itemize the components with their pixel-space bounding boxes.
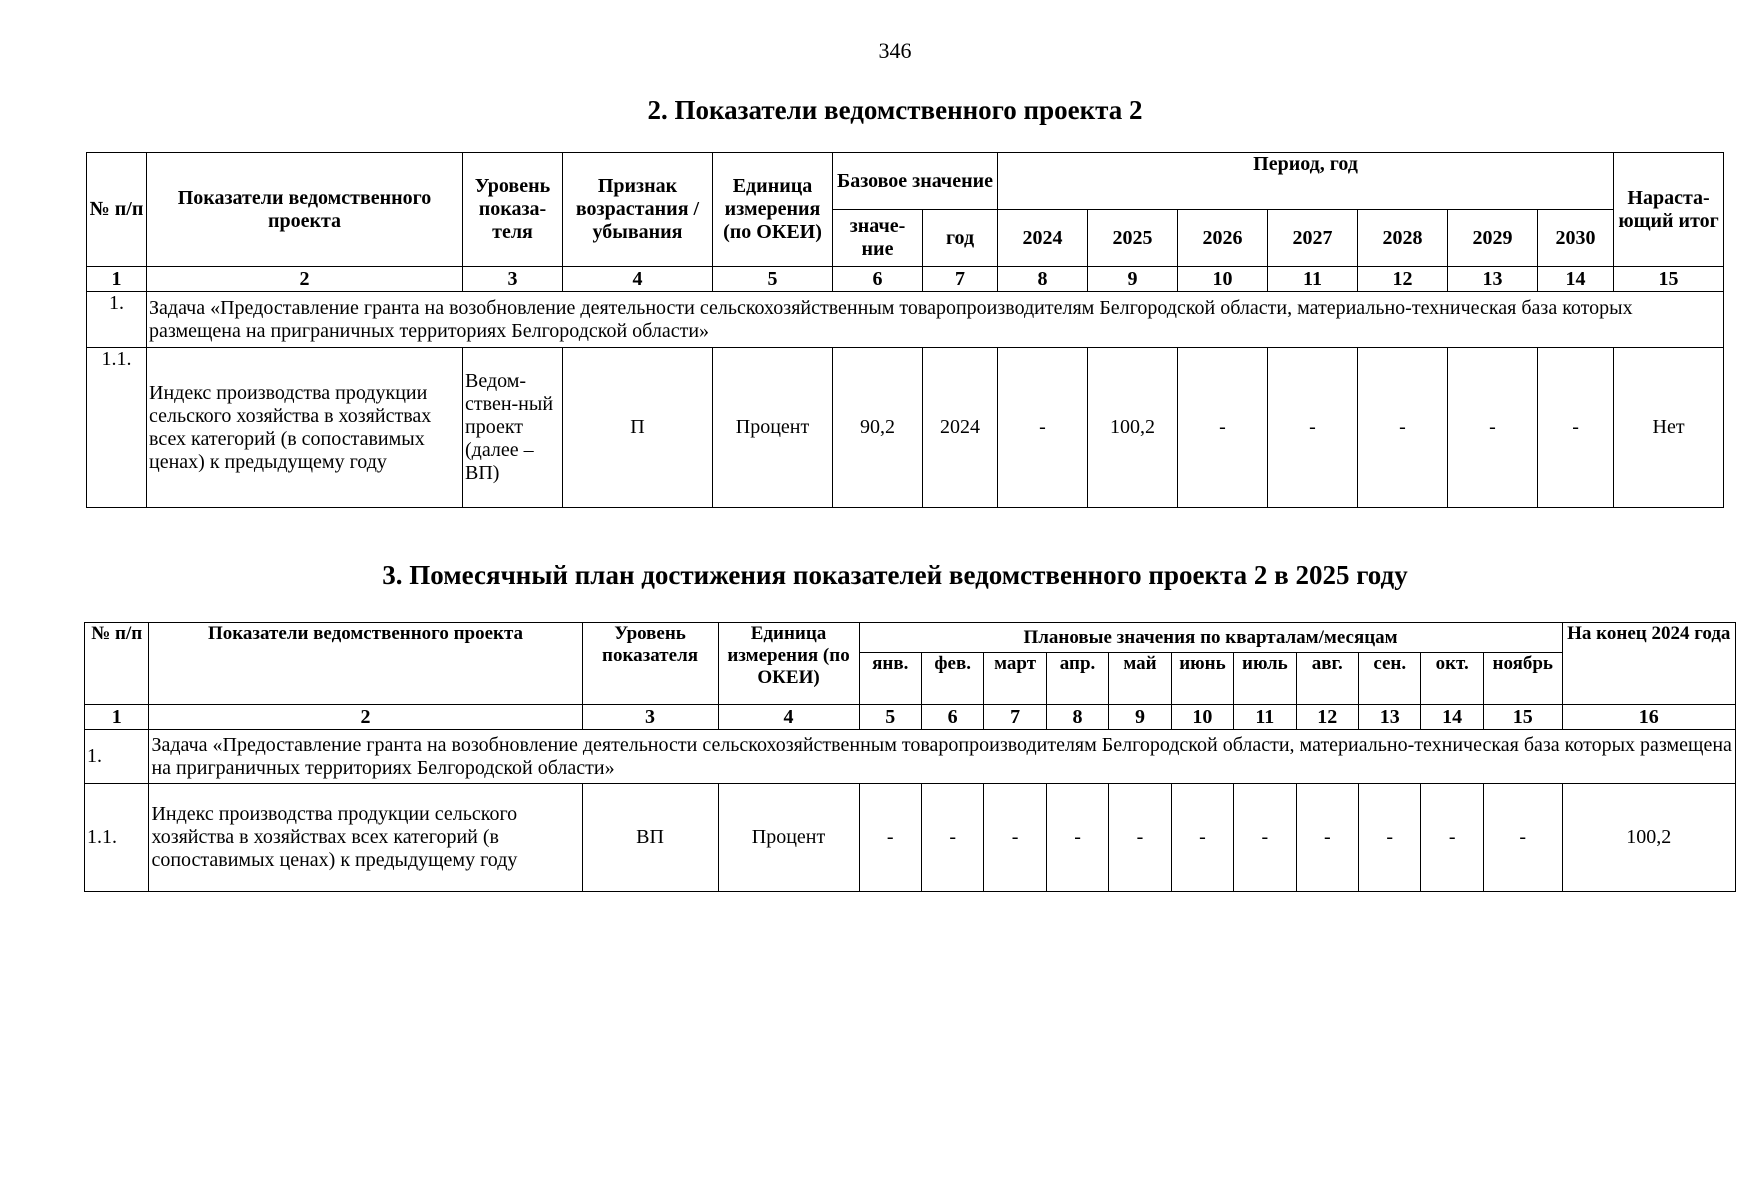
- column-number: 10: [1178, 267, 1268, 292]
- column-number: 15: [1614, 267, 1724, 292]
- header-unit: Единица измерения (по ОКЕИ): [718, 623, 859, 705]
- column-number: 7: [984, 705, 1046, 730]
- header-month: март: [984, 653, 1046, 705]
- row-level: ВП: [582, 784, 718, 892]
- column-number: 9: [1109, 705, 1171, 730]
- column-number: 11: [1268, 267, 1358, 292]
- column-number: 13: [1448, 267, 1538, 292]
- column-number: 16: [1562, 705, 1735, 730]
- header-level: Уровень показателя: [582, 623, 718, 705]
- row-end-value: 100,2: [1562, 784, 1735, 892]
- row-month-value: -: [1359, 784, 1421, 892]
- header-num: № п/п: [87, 153, 147, 267]
- column-number: 6: [833, 267, 923, 292]
- column-numbers-row: [85, 705, 1736, 730]
- header-sign: Признак возрастания / убывания: [563, 153, 713, 267]
- column-number: 4: [563, 267, 713, 292]
- row-month-value: -: [1421, 784, 1483, 892]
- column-number: 2: [147, 267, 463, 292]
- column-number: 14: [1421, 705, 1483, 730]
- row-num: 1.1.: [85, 784, 149, 892]
- row-month-value: -: [984, 784, 1046, 892]
- row-month-value: -: [1109, 784, 1171, 892]
- row-year-value: -: [1538, 348, 1614, 508]
- row-month-value: -: [1234, 784, 1296, 892]
- column-number: 5: [713, 267, 833, 292]
- row-num: 1.1.: [87, 348, 147, 508]
- row-unit: Процент: [718, 784, 859, 892]
- header-num: № п/п: [85, 623, 149, 705]
- row-month-value: -: [1171, 784, 1233, 892]
- row-base-year: 2024: [923, 348, 998, 508]
- header-year: 2028: [1358, 210, 1448, 267]
- column-number: 4: [718, 705, 859, 730]
- task-row: [87, 292, 1724, 348]
- section3-title: 3. Помесячный план достижения показателей ведомственного проекта 2 в 2025 году: [382, 560, 1408, 590]
- column-number: 13: [1359, 705, 1421, 730]
- column-number: 6: [921, 705, 983, 730]
- data-row: [87, 348, 1724, 508]
- header-plan: Плановые значения по кварталам/месяцам: [859, 623, 1562, 653]
- row-year-value: -: [998, 348, 1088, 508]
- column-number: 3: [463, 267, 563, 292]
- row-month-value: -: [859, 784, 921, 892]
- header-year: 2027: [1268, 210, 1358, 267]
- row-month-value: -: [1296, 784, 1358, 892]
- column-number: 10: [1171, 705, 1233, 730]
- indicators-table: [86, 152, 1724, 508]
- row-indicator: Индекс производства продукции сельского хозяйства в хозяйствах всех категорий (в сопоставимых ценах) к предыдущему году: [149, 784, 582, 892]
- header-cumulative: Нараста-ющий итог: [1614, 153, 1724, 267]
- header-month: ноябрь: [1483, 653, 1562, 705]
- header-month: авг.: [1296, 653, 1358, 705]
- page-number: 346: [878, 38, 912, 63]
- data-row: [85, 784, 1736, 892]
- row-indicator: Индекс производства продукции сельского хозяйства в хозяйствах всех категорий (в сопоставимых ценах) к предыдущему году: [147, 348, 463, 508]
- column-number: 3: [582, 705, 718, 730]
- header-month: янв.: [859, 653, 921, 705]
- header-base: Базовое значение: [833, 153, 998, 210]
- column-number: 8: [998, 267, 1088, 292]
- task-text: Задача «Предоставление гранта на возобновление деятельности сельскохозяйственным товаропроизводителям Белгородской области, материально-техническая база которых размещена на приграничных территориях Белгородской области»: [147, 292, 1724, 348]
- column-number: 9: [1088, 267, 1178, 292]
- task-num: 1.: [87, 292, 147, 348]
- column-number: 14: [1538, 267, 1614, 292]
- column-number: 11: [1234, 705, 1296, 730]
- header-level: Уровень показа-теля: [463, 153, 563, 267]
- column-number: 8: [1046, 705, 1108, 730]
- header-year: 2026: [1178, 210, 1268, 267]
- header-end: На конец 2024 года: [1562, 623, 1735, 705]
- header-month: фев.: [921, 653, 983, 705]
- monthly-plan-table: [84, 622, 1736, 892]
- section2-title: 2. Показатели ведомственного проекта 2: [647, 95, 1143, 125]
- header-year: 2024: [998, 210, 1088, 267]
- row-unit: Процент: [713, 348, 833, 508]
- column-numbers-row: [87, 267, 1724, 292]
- header-month: май: [1109, 653, 1171, 705]
- column-number: 1: [87, 267, 147, 292]
- row-month-value: -: [1483, 784, 1562, 892]
- task-text: Задача «Предоставление гранта на возобновление деятельности сельскохозяйственным товаропроизводителям Белгородской области, материально-техническая база которых размещена на приграничных территориях Белгородской области»: [149, 730, 1736, 784]
- row-sign: П: [563, 348, 713, 508]
- header-base-value: значе-ние: [833, 210, 923, 267]
- task-row: [85, 730, 1736, 784]
- header-year: 2029: [1448, 210, 1538, 267]
- column-number: 1: [85, 705, 149, 730]
- header-unit: Единица измерения (по ОКЕИ): [713, 153, 833, 267]
- header-month: апр.: [1046, 653, 1108, 705]
- row-cumulative: Нет: [1614, 348, 1724, 508]
- header-year: 2025: [1088, 210, 1178, 267]
- task-num: 1.: [85, 730, 149, 784]
- header-indicator: Показатели ведомственного проекта: [149, 623, 582, 705]
- column-number: 7: [923, 267, 998, 292]
- header-base-year: год: [923, 210, 998, 267]
- header-indicator: Показатели ведомственного проекта: [147, 153, 463, 267]
- row-base-value: 90,2: [833, 348, 923, 508]
- header-month: июль: [1234, 653, 1296, 705]
- row-month-value: -: [1046, 784, 1108, 892]
- column-number: 12: [1358, 267, 1448, 292]
- row-year-value: -: [1448, 348, 1538, 508]
- column-number: 12: [1296, 705, 1358, 730]
- row-year-value: -: [1268, 348, 1358, 508]
- row-year-value: 100,2: [1088, 348, 1178, 508]
- column-number: 2: [149, 705, 582, 730]
- header-month: сен.: [1359, 653, 1421, 705]
- row-level: Ведом-ствен-ный проект (далее – ВП): [463, 348, 563, 508]
- row-year-value: -: [1178, 348, 1268, 508]
- header-period: Период, год: [998, 153, 1614, 210]
- header-month: июнь: [1171, 653, 1233, 705]
- column-number: 15: [1483, 705, 1562, 730]
- row-year-value: -: [1358, 348, 1448, 508]
- header-year: 2030: [1538, 210, 1614, 267]
- row-month-value: -: [921, 784, 983, 892]
- header-month: окт.: [1421, 653, 1483, 705]
- column-number: 5: [859, 705, 921, 730]
